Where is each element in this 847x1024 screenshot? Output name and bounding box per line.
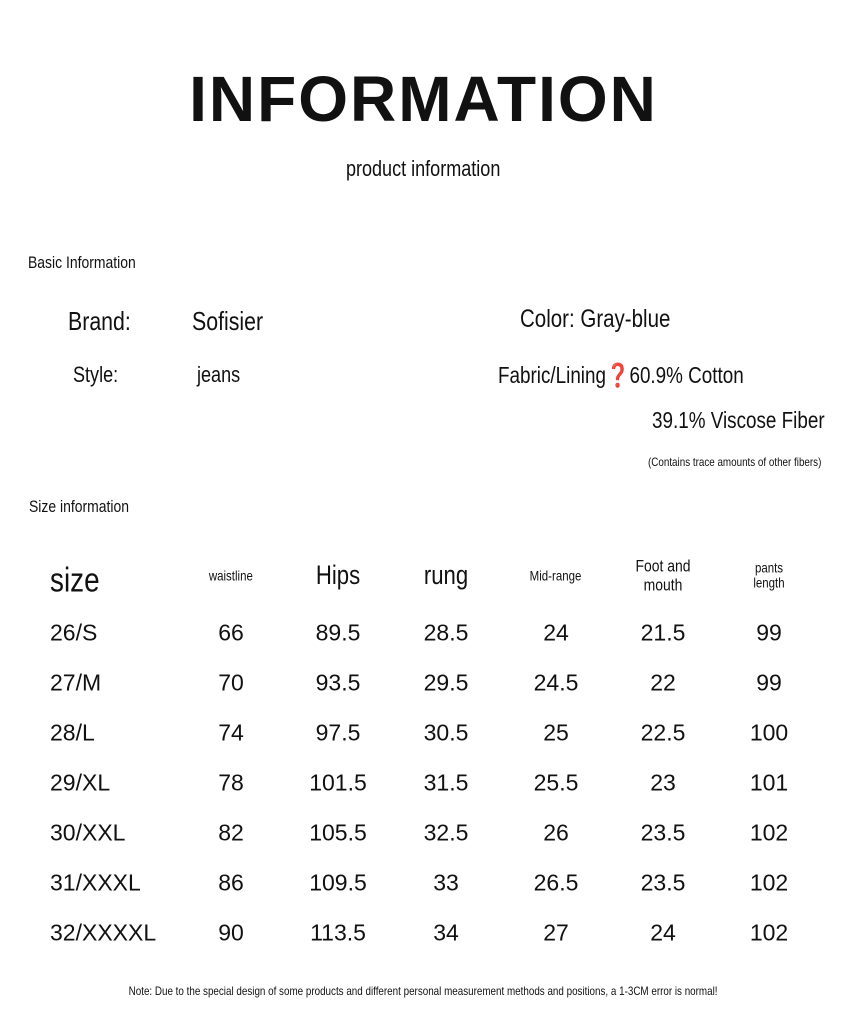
basic-info-heading-text: Basic Information: [28, 253, 136, 272]
table-cell: 23: [650, 769, 676, 796]
table-cell: 102: [749, 819, 789, 846]
table-cell: 22.5: [640, 719, 686, 746]
subtitle-text: product information: [346, 156, 501, 181]
size-label-cell: 29/XL: [50, 769, 111, 796]
table-cell: 82: [218, 819, 244, 846]
column-header: [283, 561, 393, 591]
table-cell: 29.5: [423, 669, 469, 696]
table-cell: 86: [218, 869, 244, 896]
column-header-text: Mid-range: [530, 567, 582, 584]
size-info-heading-text: Size information: [29, 497, 129, 516]
table-cell: 21.5: [640, 619, 686, 646]
page-subtitle: [0, 156, 847, 182]
table-cell: 109.5: [309, 869, 367, 896]
size-info-heading: [29, 497, 151, 517]
column-header-text: Foot and mouth: [635, 556, 691, 594]
column-header-text: pants length: [753, 559, 785, 591]
table-cell: 102: [749, 919, 789, 946]
table-cell: 101.5: [309, 769, 367, 796]
table-cell: 113.5: [310, 919, 366, 946]
table-cell: 97.5: [315, 719, 361, 746]
table-cell: 100: [749, 719, 789, 746]
fabric-info-line2: [652, 407, 847, 434]
column-header: [501, 568, 611, 583]
table-cell: 101: [749, 769, 789, 796]
note-text: Note: Due to the special design of some products and different personal measurement methods and positions, a 1-3CM error is normal!: [129, 984, 718, 998]
color-info-text: Color: Gray-blue: [520, 305, 671, 333]
table-cell: 26.5: [533, 869, 579, 896]
table-cell: 90: [218, 919, 244, 946]
fabric-note-text: (Contains trace amounts of other fibers): [648, 455, 822, 469]
table-cell: 93.5: [315, 669, 361, 696]
size-label-cell: 30/XXL: [50, 819, 126, 846]
fabric-info: [498, 362, 798, 389]
table-cell: 89.5: [315, 619, 361, 646]
brand-label: [68, 306, 145, 337]
column-header: [50, 562, 160, 599]
size-label-cell: 32/XXXXL: [50, 919, 157, 946]
table-cell: 27: [543, 919, 569, 946]
fabric-note: [648, 455, 847, 469]
column-header-text: waistline: [208, 567, 254, 584]
page-title: INFORMATION: [189, 63, 658, 135]
column-header: [391, 561, 501, 591]
style-value: [197, 362, 250, 388]
table-cell: 66: [218, 619, 244, 646]
brand-value: [192, 306, 279, 337]
fabric-info-line2-text: 39.1% Viscose Fiber: [652, 407, 825, 433]
fabric-info-text: Fabric/Lining❓60.9% Cotton: [498, 362, 744, 388]
table-cell: 22: [650, 669, 676, 696]
column-header: [176, 568, 286, 583]
size-label-cell: 31/XXXL: [50, 869, 141, 896]
table-cell: 24: [543, 619, 569, 646]
table-cell: 105.5: [309, 819, 367, 846]
table-cell: 74: [218, 719, 244, 746]
table-cell: 32.5: [423, 819, 469, 846]
table-cell: 24.5: [533, 669, 579, 696]
brand-value-text: Sofisier: [192, 306, 264, 336]
table-cell: 24: [650, 919, 676, 946]
table-cell: 99: [756, 669, 782, 696]
table-cell: 28.5: [423, 619, 469, 646]
table-cell: 99: [756, 619, 782, 646]
style-label-text: Style:: [73, 362, 119, 387]
column-header: [608, 557, 718, 594]
basic-info-heading: [28, 253, 159, 273]
table-cell: 78: [218, 769, 244, 796]
table-cell: 102: [749, 869, 789, 896]
size-label-cell: 27/M: [50, 669, 102, 696]
brand-label-text: Brand:: [68, 306, 131, 336]
style-label: [73, 362, 128, 388]
column-header-text: Hips: [315, 560, 361, 591]
table-cell: 31.5: [423, 769, 469, 796]
column-header-text: size: [50, 561, 100, 600]
style-value-text: jeans: [197, 362, 241, 387]
column-header: [714, 561, 824, 592]
size-label-cell: 28/L: [50, 719, 95, 746]
table-cell: 34: [433, 919, 459, 946]
table-cell: 23.5: [640, 819, 686, 846]
table-cell: 30.5: [423, 719, 469, 746]
column-header-text: rung: [423, 560, 469, 591]
table-cell: 33: [433, 869, 459, 896]
table-cell: 25: [543, 719, 569, 746]
table-cell: 26: [543, 819, 569, 846]
size-label-cell: 26/S: [50, 619, 98, 646]
note: [0, 984, 847, 998]
table-cell: 25.5: [533, 769, 579, 796]
table-cell: 70: [218, 669, 244, 696]
color-info: [520, 305, 703, 334]
table-cell: 23.5: [640, 869, 686, 896]
